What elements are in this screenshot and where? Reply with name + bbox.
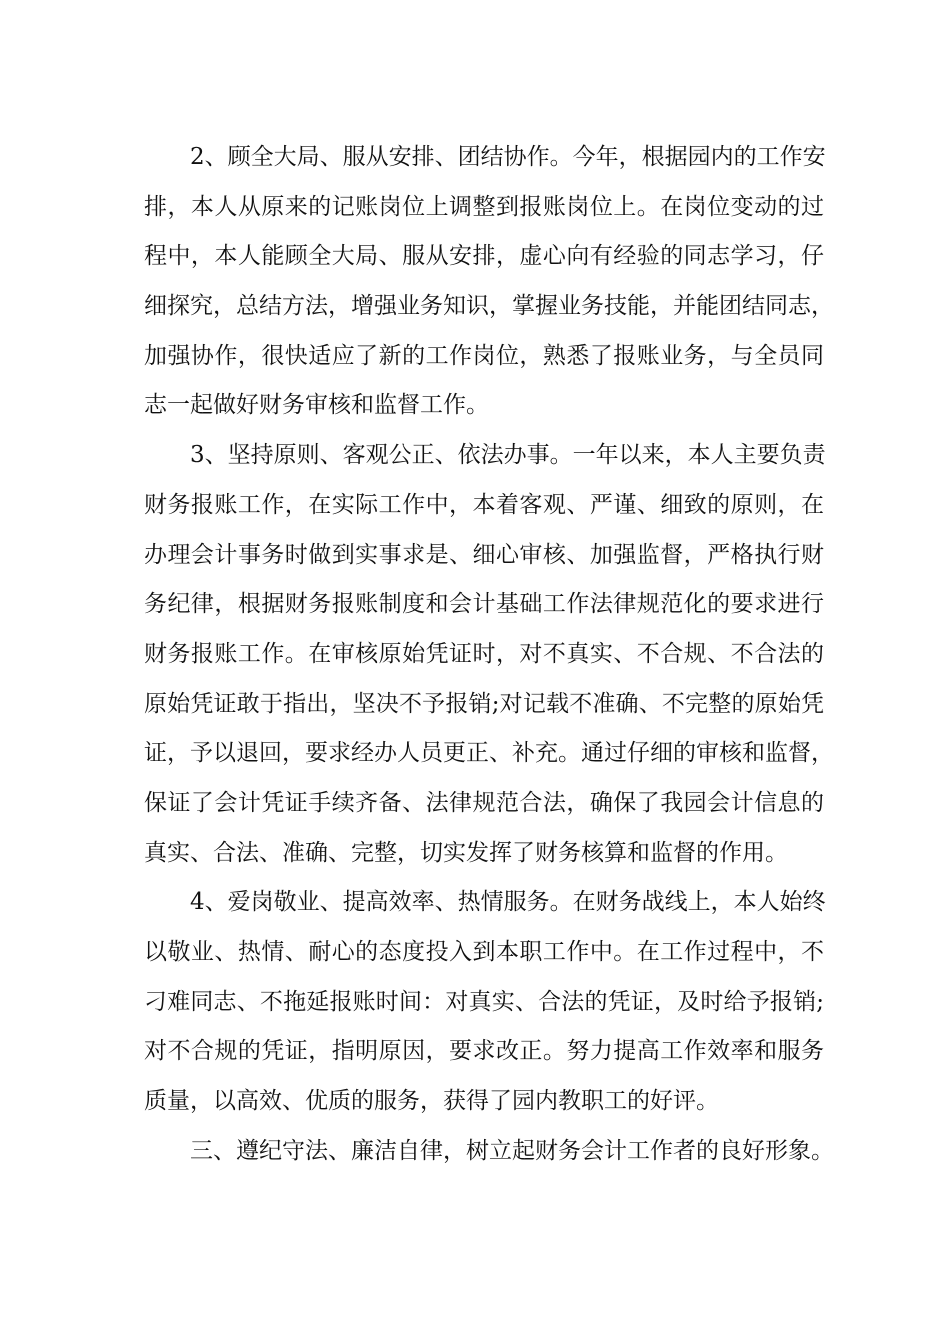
paragraph-line: 财务报账工作，在实际工作中，本着客观、严谨、细致的原则，在 [144,491,824,518]
paragraph-line: 财务报账工作。在审核原始凭证时，对不真实、不合规、不合法的 [144,640,824,667]
paragraph-line: 务纪律，根据财务报账制度和会计基础工作法律规范化的要求进行 [144,591,824,618]
paragraph-line: 3、坚持原则、客观公正、依法办事。一年以来，本人主要负责 [190,442,826,469]
document-body [144,133,834,1176]
paragraph-line: 真实、合法、准确、完整，切实发挥了财务核算和监督的作用。 [144,839,788,866]
paragraph-line: 以敬业、热情、耐心的态度投入到本职工作中。在工作过程中，不 [144,939,824,965]
paragraph-line: 细探究，总结方法，增强业务知识，掌握业务技能，并能团结同志， [144,293,834,320]
paragraph-line: 加强协作，很快适应了新的工作岗位，熟悉了报账业务，与全员同 [144,342,824,369]
paragraph-line: 保证了会计凭证手续齐备、法律规范合法，确保了我园会计信息的 [144,789,824,816]
paragraph-line: 程中，本人能顾全大局、服从安排，虚心向有经验的同志学习，仔 [144,243,824,270]
paragraph-line: 4、爱岗敬业、提高效率、热情服务。在财务战线上，本人始终 [190,889,826,916]
paragraph-4 [144,878,824,1126]
paragraph-line: 原始凭证敢于指出，坚决不予报销;对记载不准确、不完整的原始凭 [144,690,824,717]
paragraph-line: 办理会计事务时做到实事求是、细心审核、加强监督，严格执行财 [144,541,824,568]
paragraph-line: 证，予以退回，要求经办人员更正、补充。通过仔细的审核和监督， [144,740,834,767]
paragraph-line: 刁难同志、不拖延报账时间：对真实、合法的凭证，及时给予报销; [144,988,824,1015]
paragraph-line: 志一起做好财务审核和监督工作。 [144,392,489,419]
paragraph-3 [144,431,834,878]
paragraph-2 [144,133,834,431]
paragraph-line: 2、顾全大局、服从安排、团结协作。今年，根据园内的工作安 [190,144,826,170]
paragraph-line: 质量，以高效、优质的服务，获得了园内教职工的好评。 [144,1088,719,1115]
paragraph-line: 对不合规的凭证，指明原因，要求改正。努力提高工作效率和服务 [144,1038,824,1065]
paragraph-line: 排，本人从原来的记账岗位上调整到报账岗位上。在岗位变动的过 [144,193,824,220]
section-heading: 三、遵纪守法、廉洁自律，树立起财务会计工作者的良好形象。 [190,1137,834,1164]
